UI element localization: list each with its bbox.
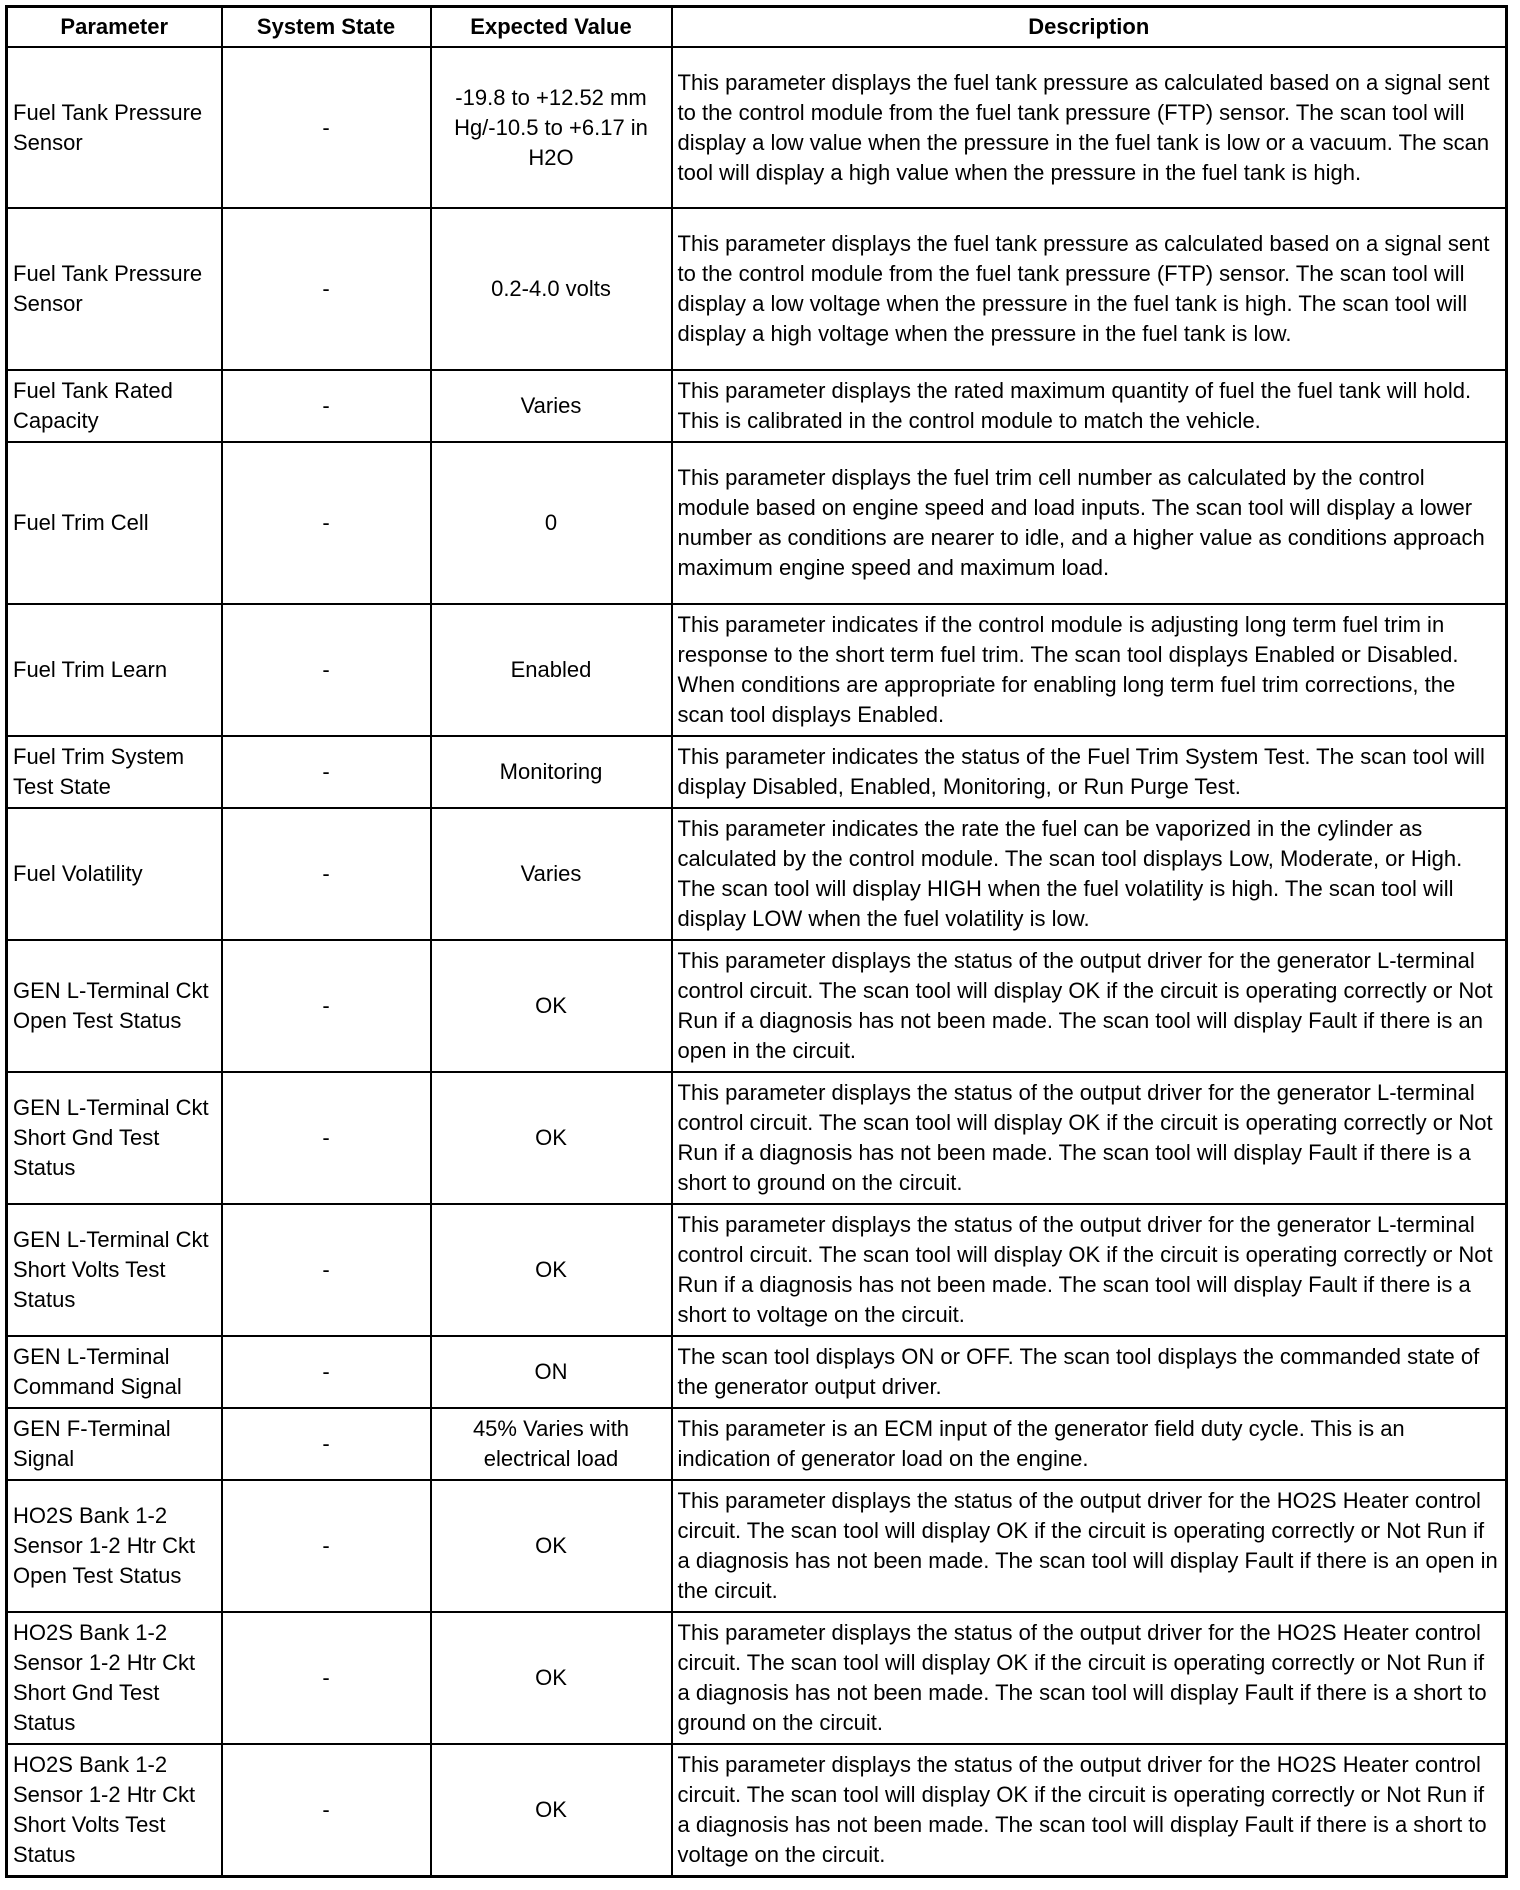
header-row: [7, 7, 1507, 48]
expected-value-cell: 0.2-4.0 volts: [431, 208, 672, 370]
expected-value-cell: OK: [431, 940, 672, 1072]
table-row: [7, 1204, 1507, 1336]
parameter-cell: HO2S Bank 1-2 Sensor 1-2 Htr Ckt Open Test Status: [7, 1480, 222, 1612]
expected-value-cell: 45% Varies with electrical load: [431, 1408, 672, 1480]
parameter-cell: Fuel Trim Cell: [7, 442, 222, 604]
table-row: [7, 1480, 1507, 1612]
system-state-cell: -: [222, 604, 431, 736]
parameter-cell: Fuel Volatility: [7, 808, 222, 940]
expected-value-cell: Monitoring: [431, 736, 672, 808]
description-cell: This parameter displays the fuel tank pressure as calculated based on a signal sent to the control module from the fuel tank pressure (FTP) sensor. The scan tool will display a low value when the pressure in the fuel tank is low or a vacuum. The scan tool will display a high value when the pressure in the fuel tank is high.: [672, 47, 1507, 208]
table-row: [7, 1336, 1507, 1408]
table-row: [7, 808, 1507, 940]
parameter-cell: Fuel Tank Pressure Sensor: [7, 47, 222, 208]
parameter-cell: GEN F-Terminal Signal: [7, 1408, 222, 1480]
header-expected-value: Expected Value: [431, 7, 672, 48]
description-cell: This parameter is an ECM input of the generator field duty cycle. This is an indication of generator load on the engine.: [672, 1408, 1507, 1480]
header-system-state: System State: [222, 7, 431, 48]
description-cell: This parameter displays the status of the output driver for the HO2S Heater control circuit. The scan tool will display OK if the circuit is operating correctly or Not Run if a diagnosis has not been made. The scan tool will display Fault if there is a short to ground on the circuit.: [672, 1612, 1507, 1744]
table-row: [7, 47, 1507, 208]
table-row: [7, 940, 1507, 1072]
table-row: [7, 208, 1507, 370]
parameter-cell: Fuel Tank Rated Capacity: [7, 370, 222, 442]
description-cell: This parameter displays the fuel trim cell number as calculated by the control module based on engine speed and load inputs. The scan tool will display a lower number as conditions are nearer to idle, and a higher value as conditions approach maximum engine speed and maximum load.: [672, 442, 1507, 604]
description-cell: This parameter displays the rated maximum quantity of fuel the fuel tank will hold. This is calibrated in the control module to match the vehicle.: [672, 370, 1507, 442]
expected-value-cell: -19.8 to +12.52 mm Hg/-10.5 to +6.17 in H2O: [431, 47, 672, 208]
description-cell: This parameter displays the fuel tank pressure as calculated based on a signal sent to the control module from the fuel tank pressure (FTP) sensor. The scan tool will display a low voltage when the pressure in the fuel tank is high. The scan tool will display a high voltage when the pressure in the fuel tank is low.: [672, 208, 1507, 370]
expected-value-cell: Varies: [431, 370, 672, 442]
parameter-table: [5, 5, 1508, 1878]
system-state-cell: -: [222, 1336, 431, 1408]
parameter-cell: Fuel Trim System Test State: [7, 736, 222, 808]
expected-value-cell: Enabled: [431, 604, 672, 736]
parameter-cell: Fuel Trim Learn: [7, 604, 222, 736]
table-row: [7, 736, 1507, 808]
header-description: Description: [672, 7, 1507, 48]
table-row: [7, 1072, 1507, 1204]
parameter-cell: Fuel Tank Pressure Sensor: [7, 208, 222, 370]
expected-value-cell: Varies: [431, 808, 672, 940]
expected-value-cell: OK: [431, 1480, 672, 1612]
system-state-cell: -: [222, 1204, 431, 1336]
parameter-cell: GEN L-Terminal Command Signal: [7, 1336, 222, 1408]
table-row: [7, 1744, 1507, 1876]
system-state-cell: -: [222, 47, 431, 208]
description-cell: This parameter displays the status of the output driver for the generator L-terminal control circuit. The scan tool will display OK if the circuit is operating correctly or Not Run if a diagnosis has not been made. The scan tool will display Fault if there is a short to ground on the circuit.: [672, 1072, 1507, 1204]
description-cell: This parameter indicates the rate the fuel can be vaporized in the cylinder as calculated by the control module. The scan tool displays Low, Moderate, or High. The scan tool will display HIGH when the fuel volatility is high. The scan tool will display LOW when the fuel volatility is low.: [672, 808, 1507, 940]
description-cell: This parameter indicates if the control module is adjusting long term fuel trim in response to the short term fuel trim. The scan tool displays Enabled or Disabled. When conditions are appropriate for enabling long term fuel trim corrections, the scan tool displays Enabled.: [672, 604, 1507, 736]
system-state-cell: -: [222, 1072, 431, 1204]
description-cell: This parameter displays the status of the output driver for the generator L-terminal control circuit. The scan tool will display OK if the circuit is operating correctly or Not Run if a diagnosis has not been made. The scan tool will display Fault if there is a short to voltage on the circuit.: [672, 1204, 1507, 1336]
parameter-cell: GEN L-Terminal Ckt Short Volts Test Status: [7, 1204, 222, 1336]
system-state-cell: -: [222, 1612, 431, 1744]
expected-value-cell: OK: [431, 1072, 672, 1204]
system-state-cell: -: [222, 808, 431, 940]
system-state-cell: -: [222, 442, 431, 604]
system-state-cell: -: [222, 1480, 431, 1612]
table-row: [7, 442, 1507, 604]
table-row: [7, 604, 1507, 736]
expected-value-cell: OK: [431, 1204, 672, 1336]
system-state-cell: -: [222, 208, 431, 370]
parameter-cell: GEN L-Terminal Ckt Short Gnd Test Status: [7, 1072, 222, 1204]
system-state-cell: -: [222, 736, 431, 808]
description-cell: This parameter displays the status of the output driver for the generator L-terminal control circuit. The scan tool will display OK if the circuit is operating correctly or Not Run if a diagnosis has not been made. The scan tool will display Fault if there is an open in the circuit.: [672, 940, 1507, 1072]
description-cell: This parameter displays the status of the output driver for the HO2S Heater control circuit. The scan tool will display OK if the circuit is operating correctly or Not Run if a diagnosis has not been made. The scan tool will display Fault if there is a short to voltage on the circuit.: [672, 1744, 1507, 1876]
expected-value-cell: OK: [431, 1744, 672, 1876]
table-row: [7, 1408, 1507, 1480]
system-state-cell: -: [222, 1744, 431, 1876]
parameter-cell: HO2S Bank 1-2 Sensor 1-2 Htr Ckt Short Gnd Test Status: [7, 1612, 222, 1744]
system-state-cell: -: [222, 1408, 431, 1480]
table-row: [7, 370, 1507, 442]
system-state-cell: -: [222, 940, 431, 1072]
description-cell: This parameter displays the status of the output driver for the HO2S Heater control circuit. The scan tool will display OK if the circuit is operating correctly or Not Run if a diagnosis has not been made. The scan tool will display Fault if there is an open in the circuit.: [672, 1480, 1507, 1612]
expected-value-cell: OK: [431, 1612, 672, 1744]
header-parameter: Parameter: [7, 7, 222, 48]
expected-value-cell: 0: [431, 442, 672, 604]
parameter-cell: HO2S Bank 1-2 Sensor 1-2 Htr Ckt Short Volts Test Status: [7, 1744, 222, 1876]
parameter-cell: GEN L-Terminal Ckt Open Test Status: [7, 940, 222, 1072]
description-cell: This parameter indicates the status of the Fuel Trim System Test. The scan tool will display Disabled, Enabled, Monitoring, or Run Purge Test.: [672, 736, 1507, 808]
table-row: [7, 1612, 1507, 1744]
system-state-cell: -: [222, 370, 431, 442]
expected-value-cell: ON: [431, 1336, 672, 1408]
description-cell: The scan tool displays ON or OFF. The scan tool displays the commanded state of the generator output driver.: [672, 1336, 1507, 1408]
